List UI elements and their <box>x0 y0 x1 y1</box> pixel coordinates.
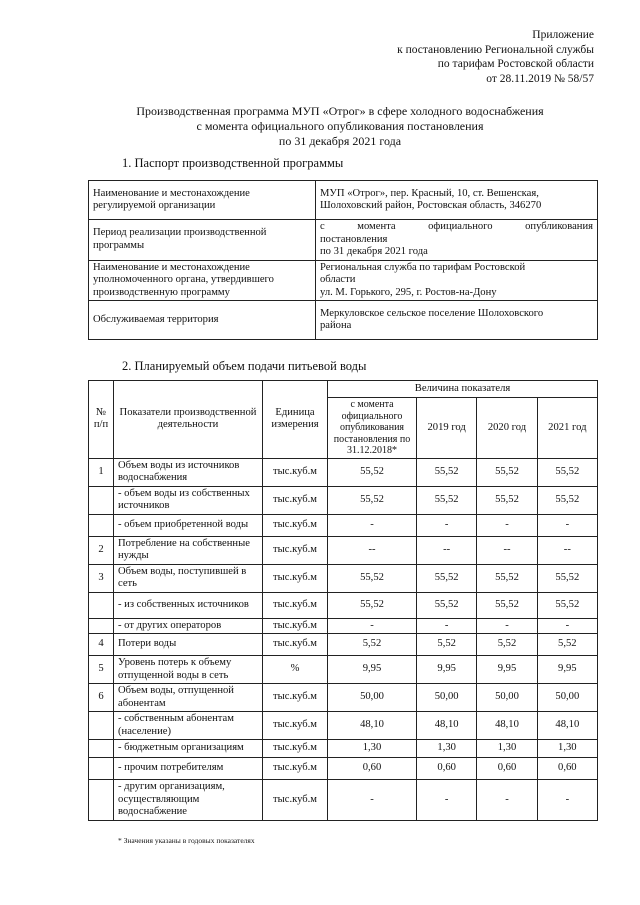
passport-value <box>316 260 598 301</box>
row-value: - <box>417 514 477 536</box>
row-value: 1,30 <box>417 740 477 758</box>
value-line: района <box>320 320 352 331</box>
row-unit: тыс.куб.м <box>263 712 328 740</box>
row-value: 5,52 <box>417 634 477 656</box>
row-number <box>89 758 114 780</box>
table-row <box>89 684 598 712</box>
row-value: 48,10 <box>477 712 537 740</box>
attachment-line: к постановлению Региональной службы <box>397 43 594 56</box>
row-value: -- <box>537 536 597 564</box>
row-value: 5,52 <box>477 634 537 656</box>
row-value: 9,95 <box>477 656 537 684</box>
table-row <box>89 536 598 564</box>
row-number <box>89 486 114 514</box>
row-value: - <box>477 618 537 634</box>
row-value: 55,52 <box>477 458 537 486</box>
row-value: -- <box>328 536 417 564</box>
section1-heading: 1. Паспорт производственной программы <box>122 156 344 170</box>
row-indicator: Объем воды из источников водоснабжения <box>114 458 263 486</box>
row-value: 55,52 <box>477 592 537 618</box>
row-value: 0,60 <box>328 758 417 780</box>
row-value: -- <box>417 536 477 564</box>
row-indicator: - объем приобретенной воды <box>114 514 263 536</box>
row-value: 0,60 <box>417 758 477 780</box>
row-value: - <box>417 618 477 634</box>
value-line: постановления <box>320 233 388 245</box>
row-value: 55,52 <box>537 458 597 486</box>
row-value: - <box>328 618 417 634</box>
row-number: 5 <box>89 656 114 684</box>
row-indicator: Потребление на собственные нужды <box>114 536 263 564</box>
passport-key: Период реализации производственной программы <box>89 220 316 261</box>
col-header-2020: 2020 год <box>477 398 537 459</box>
row-value: 5,52 <box>328 634 417 656</box>
row-number: 1 <box>89 458 114 486</box>
value-line: Шолоховский район, Ростовская область, 346270 <box>320 200 542 211</box>
table-row <box>89 260 598 301</box>
row-unit: тыс.куб.м <box>263 536 328 564</box>
table-row <box>89 740 598 758</box>
row-value: 55,52 <box>477 486 537 514</box>
row-value: 50,00 <box>537 684 597 712</box>
attachment-line: по тарифам Ростовской области <box>437 58 594 70</box>
row-value: 55,52 <box>537 592 597 618</box>
volumes-table-body <box>89 458 598 820</box>
row-value: -- <box>477 536 537 564</box>
row-value: 9,95 <box>328 656 417 684</box>
row-unit: тыс.куб.м <box>263 486 328 514</box>
value-line: Меркуловское сельское поселение Шолоховского <box>320 307 544 319</box>
value-line: области <box>320 274 356 285</box>
row-indicator: - собственным абонентам (население) <box>114 712 263 740</box>
volumes-table <box>88 380 598 821</box>
row-number <box>89 592 114 618</box>
row-value: 48,10 <box>328 712 417 740</box>
col-header-2019: 2019 год <box>417 398 477 459</box>
row-unit: тыс.куб.м <box>263 564 328 592</box>
row-value: 55,52 <box>417 458 477 486</box>
value-line: ул. М. Горького, 295, г. Ростов-на-Дону <box>320 286 497 298</box>
row-indicator: Потери воды <box>114 634 263 656</box>
attachment-line: от 28.11.2019 № 58/57 <box>486 72 594 85</box>
passport-value <box>316 181 598 220</box>
document-title <box>90 104 590 149</box>
row-value: - <box>417 780 477 821</box>
row-unit: тыс.куб.м <box>263 514 328 536</box>
row-value: 55,52 <box>328 564 417 592</box>
row-indicator: - из собственных источников <box>114 592 263 618</box>
value-line: МУП «Отрог», пер. Красный, 10, ст. Вешенская, <box>320 187 539 199</box>
row-value: 55,52 <box>537 564 597 592</box>
passport-value <box>316 220 598 261</box>
attachment-header <box>397 28 594 86</box>
row-number <box>89 740 114 758</box>
row-value: 5,52 <box>537 634 597 656</box>
row-indicator: Объем воды, поступившей в сеть <box>114 564 263 592</box>
row-value: - <box>328 514 417 536</box>
value-line: Региональная служба по тарифам Ростовской <box>320 261 526 273</box>
section2-heading: 2. Планируемый объем подачи питьевой воды <box>122 359 367 373</box>
row-number: 6 <box>89 684 114 712</box>
row-value: 55,52 <box>537 486 597 514</box>
passport-value <box>316 301 598 340</box>
col-header-group: Величина показателя <box>328 381 598 398</box>
passport-key: Наименование и местонахождение уполномоченного органа, утвердившего производственную программу <box>89 260 316 301</box>
passport-key: Наименование и местонахождение регулируемой организации <box>89 181 316 220</box>
row-unit: тыс.куб.м <box>263 684 328 712</box>
title-line: с момента официального опубликования постановления <box>196 119 484 133</box>
row-number <box>89 618 114 634</box>
row-value: 55,52 <box>328 592 417 618</box>
row-value: 55,52 <box>328 486 417 514</box>
row-unit: тыс.куб.м <box>263 618 328 634</box>
row-value: 55,52 <box>417 486 477 514</box>
table-row <box>89 656 598 684</box>
row-indicator: Объем воды, отпущенной абонентам <box>114 684 263 712</box>
value-line: по 31 декабря 2021 года <box>320 246 428 257</box>
row-value: - <box>477 780 537 821</box>
row-value: 50,00 <box>328 684 417 712</box>
attachment-line: Приложение <box>532 29 594 41</box>
table-row <box>89 486 598 514</box>
row-indicator: - от других операторов <box>114 618 263 634</box>
row-number: 2 <box>89 536 114 564</box>
row-number: 4 <box>89 634 114 656</box>
row-number <box>89 514 114 536</box>
row-number: 3 <box>89 564 114 592</box>
row-indicator: - бюджетным организациям <box>114 740 263 758</box>
footnote: * Значения указаны в годовых показателях <box>118 836 255 845</box>
table-row <box>89 618 598 634</box>
row-value: 48,10 <box>537 712 597 740</box>
row-value: 9,95 <box>417 656 477 684</box>
row-value: - <box>537 618 597 634</box>
row-value: 1,30 <box>328 740 417 758</box>
row-value: 1,30 <box>537 740 597 758</box>
row-value: 55,52 <box>417 592 477 618</box>
row-value: - <box>328 780 417 821</box>
row-value: 50,00 <box>477 684 537 712</box>
table-header-row <box>89 381 598 398</box>
row-unit: тыс.куб.м <box>263 592 328 618</box>
value-line: с момента официального опубликования <box>320 221 593 232</box>
table-row <box>89 514 598 536</box>
table-row <box>89 592 598 618</box>
col-header-2021: 2021 год <box>537 398 597 459</box>
row-value: 55,52 <box>417 564 477 592</box>
row-value: 50,00 <box>417 684 477 712</box>
row-value: 48,10 <box>417 712 477 740</box>
table-row <box>89 564 598 592</box>
table-row <box>89 758 598 780</box>
col-header-unit: Единица измерения <box>263 381 328 459</box>
table-row <box>89 301 598 340</box>
col-header-number: № п/п <box>89 381 114 459</box>
row-value: - <box>477 514 537 536</box>
row-indicator: - другим организациям, осуществляющим водоснабжение <box>114 780 263 821</box>
row-value: 55,52 <box>477 564 537 592</box>
row-unit: тыс.куб.м <box>263 634 328 656</box>
row-value: 55,52 <box>328 458 417 486</box>
table-row <box>89 780 598 821</box>
table-row <box>89 458 598 486</box>
row-indicator: - объем воды из собственных источников <box>114 486 263 514</box>
row-value: 0,60 <box>537 758 597 780</box>
row-number <box>89 712 114 740</box>
passport-key: Обслуживаемая территория <box>89 301 316 340</box>
row-indicator: - прочим потребителям <box>114 758 263 780</box>
title-line: Производственная программа МУП «Отрог» в сфере холодного водоснабжения <box>136 104 544 118</box>
row-value: 1,30 <box>477 740 537 758</box>
row-number <box>89 780 114 821</box>
row-value: 0,60 <box>477 758 537 780</box>
row-unit: тыс.куб.м <box>263 458 328 486</box>
row-unit: % <box>263 656 328 684</box>
row-value: - <box>537 514 597 536</box>
row-indicator: Уровень потерь к объему отпущенной воды в сеть <box>114 656 263 684</box>
table-row <box>89 712 598 740</box>
col-header-period: с момента официального опубликования постановления по 31.12.2018* <box>328 398 417 459</box>
passport-table <box>88 180 598 340</box>
table-row <box>89 181 598 220</box>
table-row <box>89 634 598 656</box>
row-unit: тыс.куб.м <box>263 780 328 821</box>
row-unit: тыс.куб.м <box>263 758 328 780</box>
row-unit: тыс.куб.м <box>263 740 328 758</box>
row-value: - <box>537 780 597 821</box>
table-row <box>89 220 598 261</box>
col-header-indicator: Показатели производственной деятельности <box>114 381 263 459</box>
row-value: 9,95 <box>537 656 597 684</box>
title-line: по 31 декабря 2021 года <box>278 134 402 148</box>
